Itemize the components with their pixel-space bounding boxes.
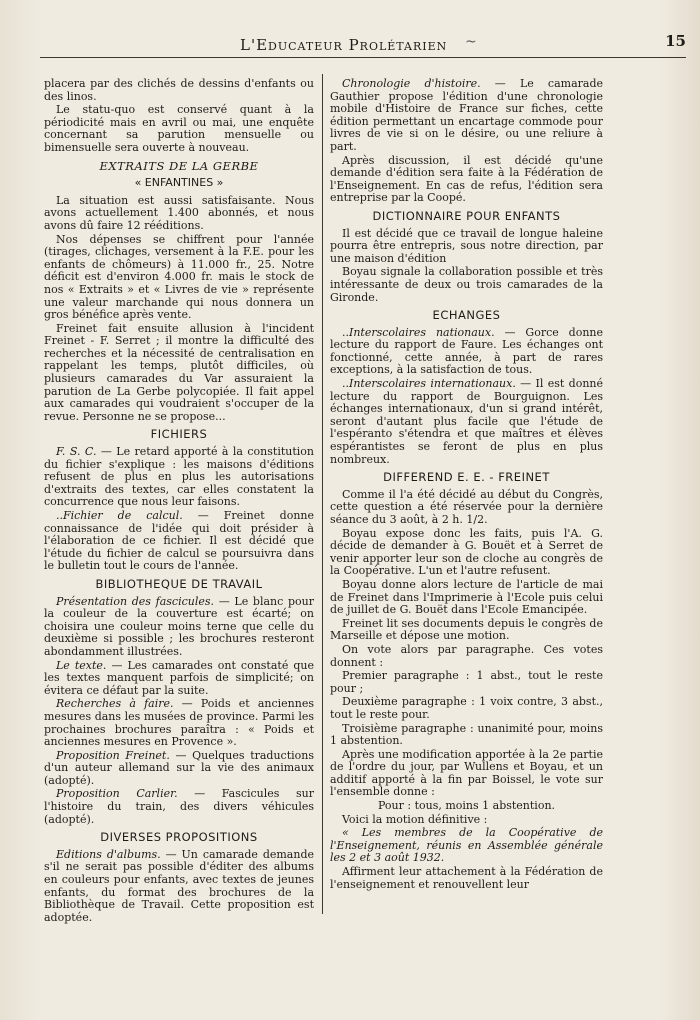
paragraph-lead: Recherches à faire. [56,697,174,711]
paragraph-lead: Chronologie d'histoire. [342,77,481,90]
paragraph [44,788,314,826]
paragraph-text: — Un camarade demande s'il ne serait pas possible d'éditer des albums en couleurs pour enfants, avec textes de jeunes enfants, du format des brochures de la Bibliothèque de Travail. Cette proposition est adoptée. [44,847,314,924]
section-heading: FICHIERS [150,427,208,442]
paragraph-text: — Poids et anciennes mesures dans les musées de province. Parmi les prochaines brochures paraîtra : « Poids et anciennes mesures en Provence ». [44,697,314,749]
paragraph: Boyau signale la collaboration possible et très intéressante de deux ou trois camarades de la Gironde. [330,265,603,304]
paragraph: Troisième paragraphe : unanimité pour, moins 1 abstention. [330,721,603,748]
paragraph-text: — Freinet donne connaissance de l'idée qui doit présider à l'élaboration de ce fichier. Il est décidé que l'étude du fichier de calcul se poursuivra dans le bulletin tout le cours de l'année. [44,509,315,573]
paragraph [330,378,603,466]
paragraph [330,327,603,377]
paragraph-lead: Présentation des fascicules. [56,594,215,608]
ornament-icon: ~ [465,34,477,50]
paragraph-text: — Fascicules sur l'histoire du train, des divers véhicules (adopté). [44,787,314,826]
section-heading: DIVERSES PROPOSITIONS [100,830,258,845]
paragraph: Le statu-quo est conservé quant à la périodicité mais en avril ou mai, une enquête concernant sa parution mensuelle ou bimensuelle sera ouverte à nouveau. [44,103,314,154]
header-rule [40,57,686,58]
paragraph-text: — Gorce donne lecture du rapport de Faure. Les échanges ont fonctionné, cette année, à part de rares exceptions, à la satisfaction de tous. [330,325,603,377]
paragraph: Premier paragraphe : 1 abst., tout le reste pour ; [330,669,603,695]
journal-title: L'Educateur Prolétarien [240,36,448,54]
paragraph: On vote alors par paragraphe. Ces votes donnent : [330,642,603,669]
paragraph [44,698,314,748]
paragraph: Freinet lit ses documents depuis le congrès de Marseille et dépose une motion. [330,616,603,643]
paragraph-text: — Le retard apporté à la constitution du fichier s'explique : les maisons d'éditions refusent de plus en plus les autorisations d'extraits des textes, car elles constatent la concurrence que nous leur faisons. [44,445,314,509]
column-divider [322,74,323,914]
paragraph [44,510,314,573]
motion-quote: « Les membres de la Coopérative de l'Enseignement, réunis en Assemblée générale les 2 et 3 août 1932. [330,826,603,865]
paragraph: Boyau donne alors lecture de l'article de mai de Freinet dans l'Imprimerie à l'Ecole puis celui de juillet de G. Bouët dans l'Ecole Emancipée. [330,577,603,617]
paragraph-lead: ..Interscolaires nationaux. [342,325,495,339]
page-number: 15 [665,32,686,50]
paragraph [44,596,314,659]
paragraph: La situation est aussi satisfaisante. Nous avons actuellement 1.400 abonnés, et nous avons dû faire 12 rééditions. [44,193,314,232]
paragraph [44,849,314,925]
paragraph-text: — Quelques traductions d'un auteur allemand sur la vie des animaux (adopté). [44,748,315,787]
section-heading: ECHANGES [432,308,501,323]
paragraph [44,750,314,788]
paragraph-lead: ..Interscolaires internationaux. [342,377,516,391]
paragraph: placera par des clichés de dessins d'enfants ou des linos. [44,77,314,103]
paragraph [330,78,603,154]
right-column [330,78,603,892]
paragraph: Voici la motion définitive : [342,812,488,826]
paragraph: Affirment leur attachement à la Fédération de l'enseignement et renouvellent leur [330,865,603,891]
section-heading: DIFFEREND E. E. - FREINET [383,470,550,485]
paragraph-text: — Le blanc pour la couleur de la couverture est écarté; on choisira une couleur moins terne que celle du deuxième si possible ; les brochures resteront abondamment illustrées. [44,594,315,658]
paragraph: Nos dépenses se chiffrent pour l'année (tirages, clichages, versement à la F.E. pour les enfants de chômeurs) à 11.000 fr., 25. Notre déficit est d'environ 4.000 fr. mais le stock de nos « Extraits » et « Livres de vie » représente une valeur marchande qui nous donnera un gros bénéfice après vente. [44,232,314,322]
paragraph: Il est décidé que ce travail de longue haleine pourra être entrepris, sous notre direction, par une maison d'édition [330,226,603,265]
section-heading: BIBLIOTHEQUE DE TRAVAIL [95,576,263,591]
paragraph-lead: Proposition Carlier. [56,787,178,801]
paragraph: Pour : tous, moins 1 abstention. [377,799,556,813]
paragraph-lead: ..Fichier de calcul. [56,509,183,522]
paragraph-lead: Proposition Freinet. [56,748,170,762]
paragraph-text: — Le camarade Gauthier propose l'édition d'une chronologie mobile d'Histoire de France sur fiches, cette édition permettant un encartage commode pour livres de vie si on le désire, ou une reliure à part. [330,77,603,153]
running-header [40,30,686,60]
paragraph-text: — Les camarades ont constaté que les textes manquent parfois de simplicité; on évitera ce défaut par la suite. [44,658,315,697]
paragraph-text: — Il est donné lecture du rapport de Bourguignon. Les échanges internationaux, d'un si grand intérêt, seront d'autant plus facile que l'étude de l'espéranto s'étendra et que maîtres et élèves espérantistes se feront de plus en plus nombreux. [330,377,603,466]
paragraph: Freinet fait ensuite allusion à l'incident Freinet - F. Serret ; il montre la difficulté des recherches et la nécessité de centralisation en rappelant les temps, plutôt difficiles, où plusieurs camarades du Var assuraient la parution de La Gerbe polycopiée. Il fait appel aux camarades qui voudraient s'occuper de la revue. Personne ne se propose... [44,321,314,423]
paragraph: Boyau expose donc les faits, puis l'A. G. décide de demander à G. Bouët et à Serret de venir apporter leur son de cloche au congrès de la Coopérative. L'un et l'autre refusent. [330,526,603,578]
paragraph: Après une modification apportée à la 2e partie de l'ordre du jour, par Wullens et Boyau, et un additif apporté à la fin par Boissel, le vote sur l'ensemble donne : [330,747,603,799]
section-heading: DICTIONNAIRE POUR ENFANTS [372,208,561,223]
subsection-heading: « ENFANTINES » [134,176,224,190]
paragraph: Comme il l'a été décidé au début du Congrès, cette question a été réservée pour la dernière séance du 3 août, à 2 h. 1/2. [330,487,603,526]
paragraph-lead: Le texte. [56,658,107,672]
paragraph-lead: F. S. C. [56,445,97,459]
paragraph [44,660,314,698]
paragraph: Deuxième paragraphe : 1 voix contre, 3 abst., tout le reste pour. [330,695,603,721]
paragraph-lead: Editions d'albums. [56,847,161,861]
paragraph [44,446,314,509]
left-column [44,78,314,925]
section-heading: EXTRAITS DE LA GERBE [99,158,259,173]
paragraph: Après discussion, il est décidé qu'une demande d'édition sera faite à la Fédération de l'Enseignement. En cas de refus, l'édition sera entreprise par la Coopé. [330,153,603,205]
